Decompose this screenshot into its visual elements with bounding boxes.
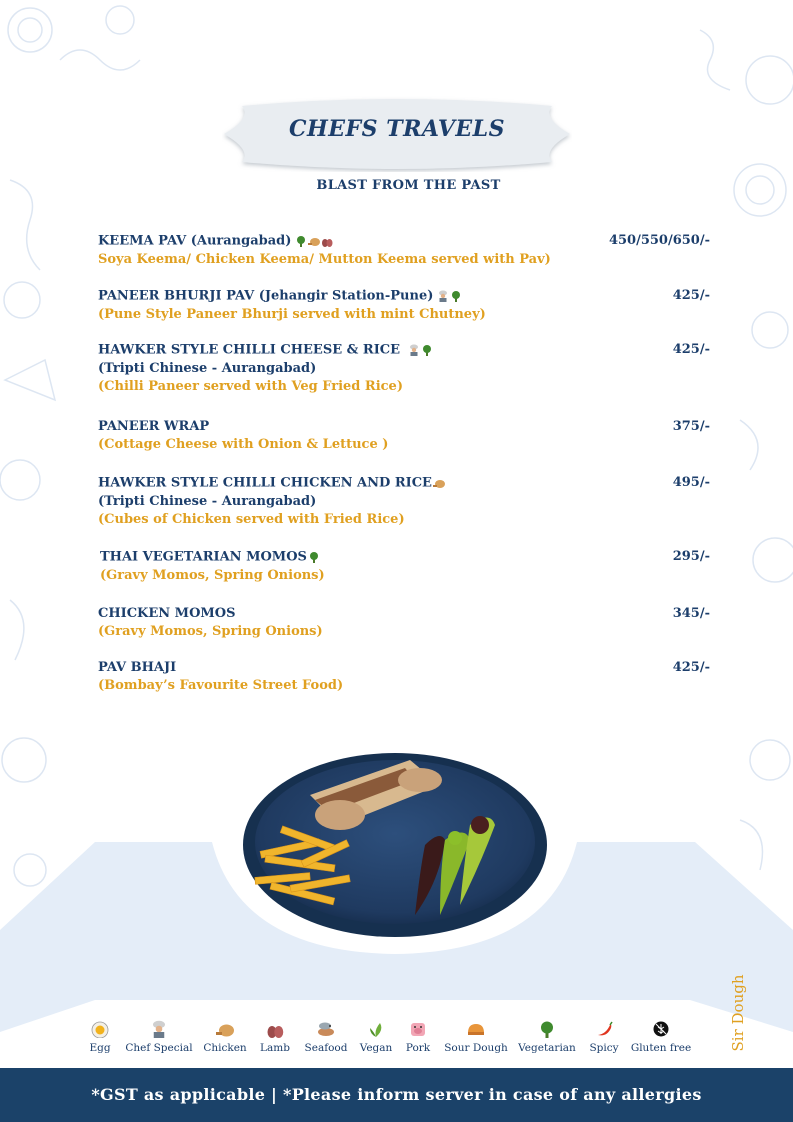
item-price: 450/550/650/- bbox=[608, 233, 710, 248]
legend-item-egg bbox=[85, 1020, 115, 1054]
seafood-icon bbox=[316, 1020, 336, 1038]
item-price: 295/- bbox=[672, 549, 710, 564]
egg-icon bbox=[90, 1020, 110, 1038]
pork-icon bbox=[408, 1020, 428, 1038]
chicken-icon bbox=[215, 1020, 235, 1038]
dietary-legend bbox=[85, 1020, 705, 1064]
legend-label: Vegetarian bbox=[518, 1042, 576, 1054]
item-price: 495/- bbox=[672, 475, 710, 490]
item-origin: (Tripti Chinese - Aurangabad) bbox=[98, 360, 317, 376]
item-price: 425/- bbox=[672, 660, 710, 675]
legend-item-sour-dough bbox=[441, 1020, 511, 1054]
menu-item bbox=[98, 287, 710, 324]
item-name: HAWKER STYLE CHILLI CHICKEN AND RICE bbox=[98, 475, 432, 491]
item-description: (Bombay’s Favourite Street Food) bbox=[98, 678, 344, 693]
item-description: (Gravy Momos, Spring Onions) bbox=[98, 624, 323, 639]
legend-item-gluten-free bbox=[629, 1020, 693, 1054]
brand-name: Sir Dough bbox=[729, 974, 747, 1052]
legend-label: Pork bbox=[405, 1042, 431, 1054]
menu-item bbox=[98, 418, 710, 454]
item-description: (Cubes of Chicken served with Fried Rice) bbox=[98, 511, 405, 527]
legend-item-vegan bbox=[357, 1020, 395, 1054]
legend-label: Egg bbox=[89, 1042, 111, 1054]
page-title: CHEFS TRAVELS bbox=[288, 116, 506, 142]
vegan-icon bbox=[366, 1020, 386, 1038]
item-name: PANEER BHURJI PAV (Jehangir Station-Pune) bbox=[98, 288, 434, 304]
vegetarian-icon bbox=[450, 290, 462, 302]
legend-item-seafood bbox=[301, 1020, 351, 1054]
legend-label: Chicken bbox=[203, 1042, 247, 1054]
legend-label: Seafood bbox=[304, 1042, 348, 1054]
item-name: THAI VEGETARIAN MOMOS bbox=[100, 549, 307, 565]
chicken-icon bbox=[308, 235, 320, 247]
footer-bar bbox=[0, 1068, 793, 1122]
legend-item-lamb bbox=[255, 1020, 295, 1054]
menu-item bbox=[98, 659, 710, 695]
chef-special-icon bbox=[408, 344, 420, 356]
menu-item bbox=[98, 605, 710, 641]
menu-item bbox=[98, 474, 710, 529]
vegetarian-icon bbox=[421, 344, 433, 356]
item-name: KEEMA PAV (Aurangabad) bbox=[98, 233, 292, 249]
brand-logo bbox=[724, 972, 752, 1054]
item-description: Soya Keema/ Chicken Keema/ Mutton Keema served with Pav) bbox=[98, 251, 551, 267]
legend-label: Chef Special bbox=[125, 1042, 193, 1054]
item-origin: (Tripti Chinese - Aurangabad) bbox=[98, 493, 317, 509]
item-name: PANEER WRAP bbox=[98, 419, 210, 434]
chef-special-icon bbox=[437, 290, 449, 302]
vegetarian-icon bbox=[308, 551, 320, 563]
item-name: HAWKER STYLE CHILLI CHEESE & RICE bbox=[98, 342, 401, 358]
menu-item bbox=[98, 232, 710, 269]
legend-item-vegetarian bbox=[517, 1020, 577, 1054]
item-description: (Pune Style Paneer Bhurji served with mint Chutney) bbox=[98, 306, 486, 322]
legend-label: Sour Dough bbox=[444, 1042, 508, 1054]
item-name: CHICKEN MOMOS bbox=[98, 606, 236, 621]
lamb-icon bbox=[265, 1020, 285, 1038]
legend-item-chef-special bbox=[123, 1020, 195, 1054]
lamb-icon bbox=[321, 235, 333, 247]
legend-label: Spicy bbox=[589, 1042, 619, 1054]
food-plate-image bbox=[240, 740, 550, 940]
legend-item-chicken bbox=[199, 1020, 251, 1054]
item-description: (Cottage Cheese with Onion & Lettuce ) bbox=[98, 437, 389, 452]
chef-special-icon bbox=[149, 1020, 169, 1038]
item-description: (Gravy Momos, Spring Onions) bbox=[100, 567, 325, 583]
sour-dough-icon bbox=[466, 1020, 486, 1038]
menu-item bbox=[100, 548, 710, 585]
item-name: PAV BHAJI bbox=[98, 660, 177, 675]
vegetarian-icon bbox=[537, 1020, 557, 1038]
section-subtitle: BLAST FROM THE PAST bbox=[316, 178, 501, 193]
spicy-icon bbox=[594, 1020, 614, 1038]
item-price: 345/- bbox=[672, 606, 710, 621]
legend-label: Lamb bbox=[260, 1042, 290, 1054]
item-description: (Chilli Paneer served with Veg Fried Rice) bbox=[98, 378, 403, 394]
menu-item bbox=[98, 341, 710, 396]
vegetarian-icon bbox=[295, 235, 307, 247]
legend-label: Gluten free bbox=[630, 1042, 692, 1054]
legend-item-pork bbox=[401, 1020, 435, 1054]
item-price: 425/- bbox=[672, 342, 710, 357]
item-price: 375/- bbox=[672, 419, 710, 434]
gluten-free-icon bbox=[651, 1020, 671, 1038]
item-price: 425/- bbox=[672, 288, 710, 303]
legend-item-spicy bbox=[585, 1020, 623, 1054]
legend-label: Vegan bbox=[359, 1042, 393, 1054]
footer-note: *GST as applicable | *Please inform server in case of any allergies bbox=[91, 1085, 702, 1104]
chicken-icon bbox=[433, 477, 445, 489]
